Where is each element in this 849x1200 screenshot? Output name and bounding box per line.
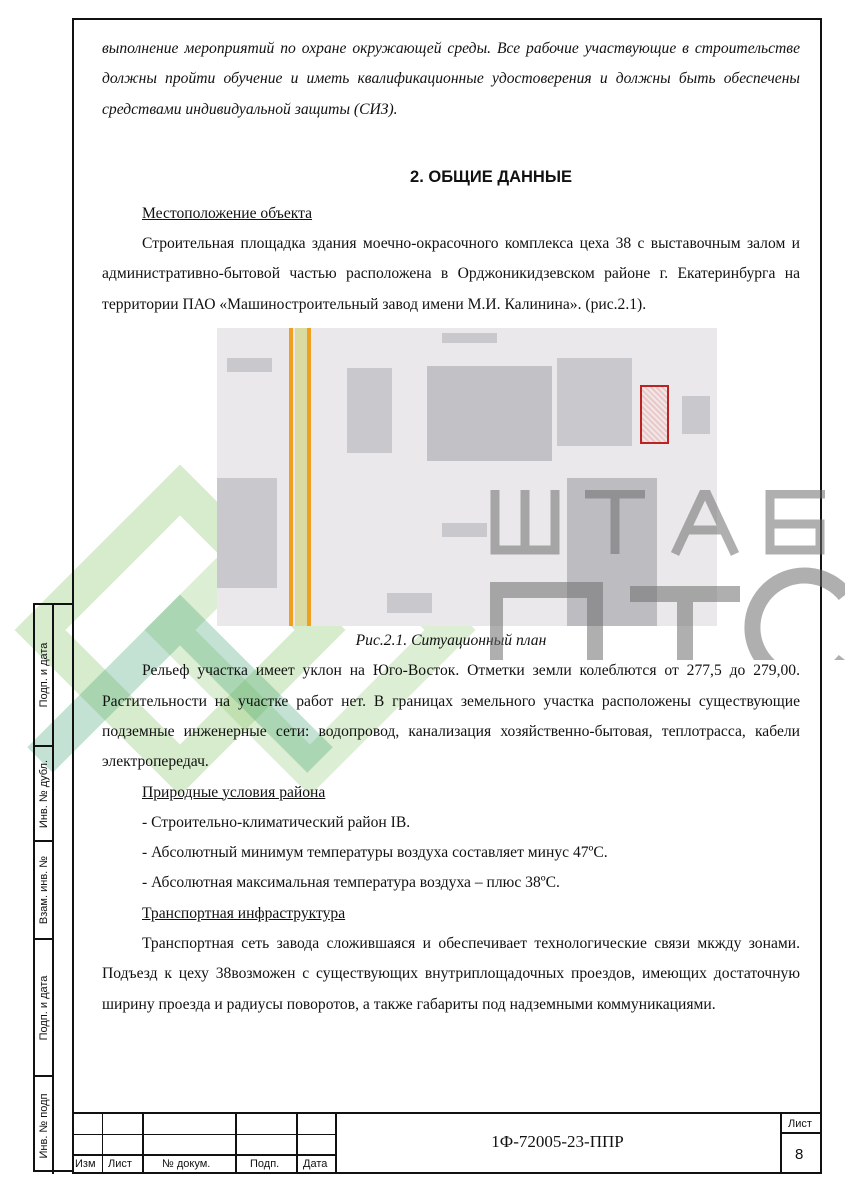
relief-text: Рельеф участка имеет уклон на Юго-Восток. Отметки земли колеблются от 277,5 до 279,00. Растительности на участке работ нет. В границах земельного участка расположены существующие подземные инженерные сети: водопровод, канализация хозяйственно-бытовая, теплотрасса, кабели электропередач. <box>102 662 800 771</box>
situation-plan-image <box>217 328 717 626</box>
sheet-number: 8 <box>795 1146 804 1163</box>
stamp-label: Инв. № подп <box>37 1092 50 1159</box>
column-label: № докум. <box>162 1158 211 1170</box>
section-title: 2. ОБЩИЕ ДАННЫЕ <box>410 167 572 186</box>
column-label: Подп. <box>250 1158 280 1170</box>
intro-paragraph: выполнение мероприятий по охране окружающей среды. Все рабочие участвующие в строительстве должны пройти обучение и иметь квалификационные удостоверения и должны быть обеспечены средствами индивидуальной защиты (СИЗ). <box>102 40 800 118</box>
title-block <box>72 1112 820 1174</box>
location-text: Строительная площадка здания моечно-окрасочного комплекса цеха 38 с выставочным залом и административно-бытовой частью расположена в Орджоникидзевском районе г. Екатеринбурга на территории ПАО «Машиностроительный завод имени М.И. Калинина». (рис.2.1). <box>102 235 800 313</box>
stamp-label: Инв. № дубл. <box>37 759 50 828</box>
figure-caption: Рис.2.1. Ситуационный план <box>355 632 547 650</box>
stamp-label: Подп. и дата <box>37 975 50 1040</box>
side-stamp <box>33 603 72 1172</box>
stamp-label: Взам. инв. № <box>37 855 50 925</box>
climate-item: - Абсолютный минимум температуры воздуха составляет минус 47ºС. <box>142 844 608 862</box>
document-number: 1Ф-72005-23-ППР <box>491 1132 624 1151</box>
column-label: Лист <box>108 1158 132 1170</box>
transport-heading: Транспортная инфраструктура <box>142 904 346 922</box>
location-heading: Местоположение объекта <box>142 204 313 222</box>
climate-heading: Природные условия района <box>142 783 326 801</box>
stamp-label: Подп. и дата <box>37 642 50 708</box>
construction-site-marker <box>640 385 669 444</box>
document-body <box>102 34 800 1020</box>
sheet-label: Лист <box>788 1118 812 1130</box>
climate-item: - Абсолютная максимальная температура воздуха – плюс 38ºС. <box>142 874 560 892</box>
climate-item: - Строительно-климатический район IВ. <box>142 813 411 831</box>
column-label: Изм <box>75 1158 96 1170</box>
transport-text: Транспортная сеть завода сложившаяся и обеспечивает технологические связи мкжду зонами. Подъезд к цеху 38возможен с существующих внутриплощадочных проездов, имеющих достаточную ширину проезда и радиусы поворотов, а также габариты под надземными коммуникациями. <box>102 935 800 1013</box>
column-label: Дата <box>303 1158 328 1170</box>
